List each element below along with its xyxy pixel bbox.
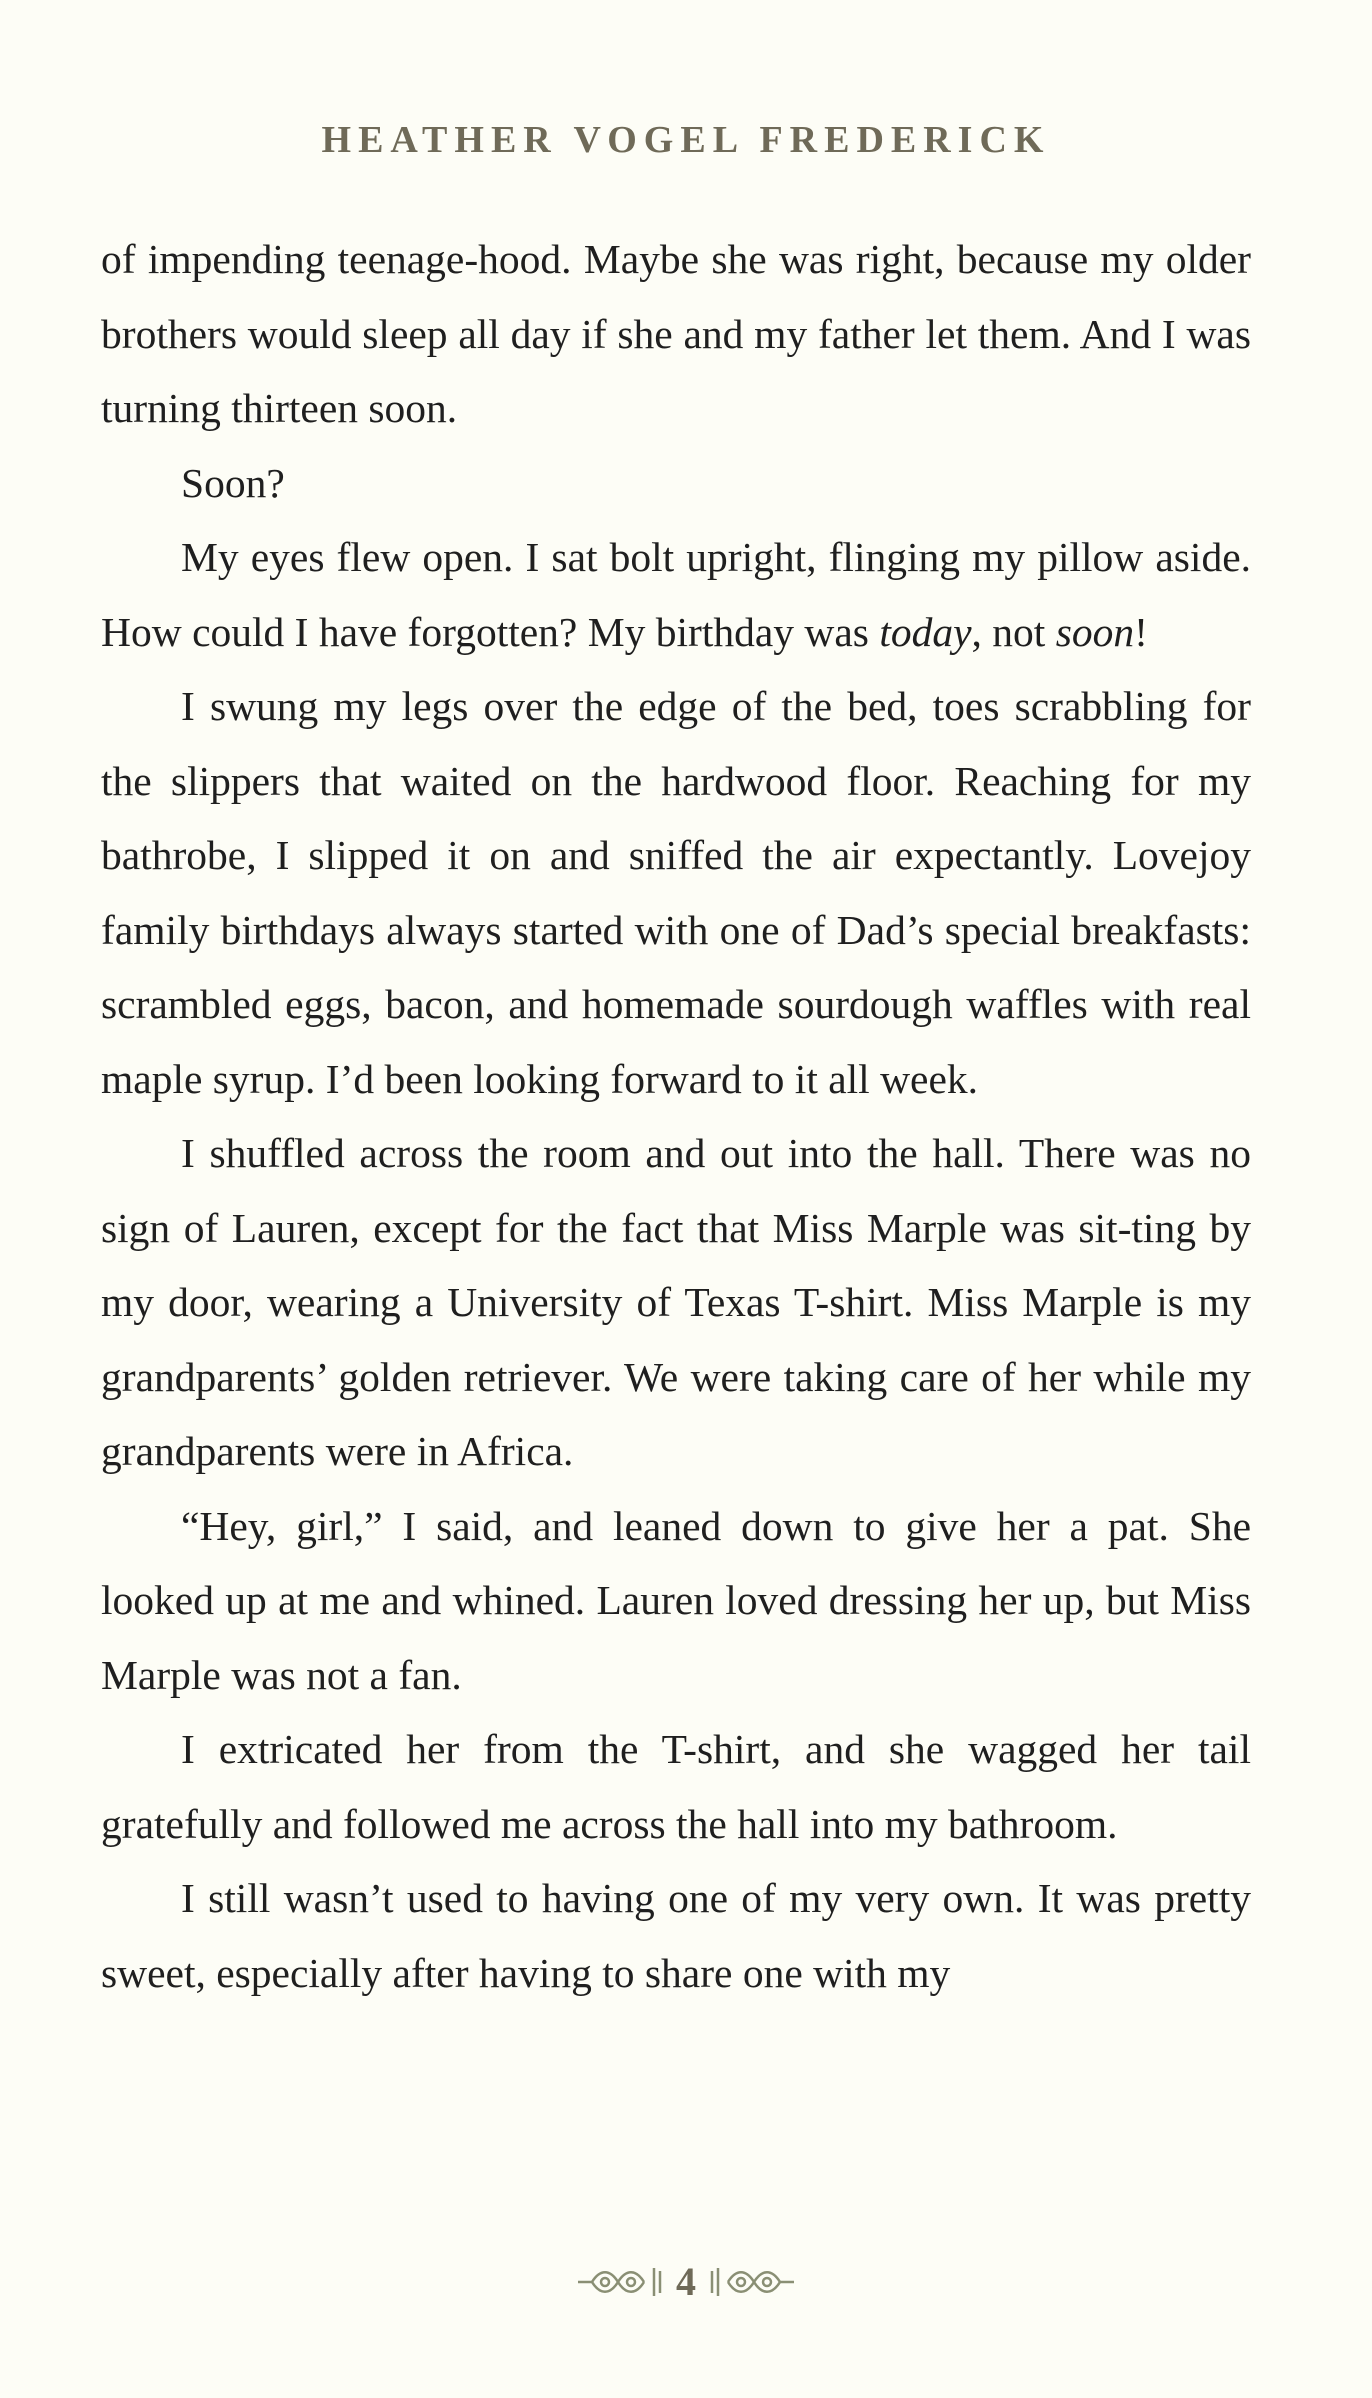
running-head-author: HEATHER VOGEL FREDERICK: [321, 119, 1051, 161]
paragraph: [101, 1489, 1251, 1713]
paragraph: [101, 446, 1251, 521]
paragraph: [101, 1712, 1251, 1861]
text-run: I shuffled across the room and out into the hall. There was no sign of Lauren, except for the fact that Miss Marple was sit-ting by my door, wearing a University of Texas T-shirt. Miss Marple is my grandparents’ golden retriever. We were taking care of her while my grandparents were in Africa.: [101, 1130, 1251, 1474]
text-run: of impending teenage-hood. Maybe she was right, because my older brothers would sleep all day if she and my father let them. And I was turning thirteen soon.: [101, 236, 1251, 431]
right-knotwork-ornament-icon: [706, 2265, 798, 2299]
page-footer: [0, 2258, 1372, 2305]
text-run: I extricated her from the T-shirt, and she wagged her tail gratefully and followed me across the hall into my bathroom.: [101, 1726, 1251, 1847]
paragraph: [101, 222, 1251, 446]
paragraph: [101, 1116, 1251, 1489]
text-run: , not: [971, 608, 1056, 655]
page-number: 4: [676, 2259, 696, 2304]
text-run: I still wasn’t used to having one of my very own. It was pretty sweet, especially after having to share one with my: [101, 1875, 1251, 1996]
left-knotwork-ornament-icon: [574, 2265, 666, 2299]
paragraph: [101, 1861, 1251, 2010]
text-run: My eyes flew open. I sat bolt upright, flinging my pillow aside. How could I have forgotten? My birthday was: [101, 534, 1251, 655]
italic-text: today: [879, 608, 972, 655]
paragraph: [101, 669, 1251, 1116]
italic-text: soon: [1055, 608, 1135, 655]
text-run: I swung my legs over the edge of the bed, toes scrabbling for the slippers that waited on the hardwood floor. Reaching for my bathrobe, I slipped it on and sniffed the air expectantly. Lovejoy family birthdays always started with one of Dad’s special breakfasts: scrambled eggs, bacon, and homemade sourdough waffles with real maple syrup. I’d been looking forward to it all week.: [101, 683, 1251, 1102]
text-run: Soon?: [181, 459, 285, 506]
body-text: [101, 222, 1251, 2010]
text-run: “Hey, girl,” I said, and leaned down to give her a pat. She looked up at me and whined. Lauren loved dressing her up, but Miss Marple was not a fan.: [101, 1502, 1251, 1698]
paragraph: [101, 520, 1251, 669]
text-run: !: [1134, 608, 1148, 655]
